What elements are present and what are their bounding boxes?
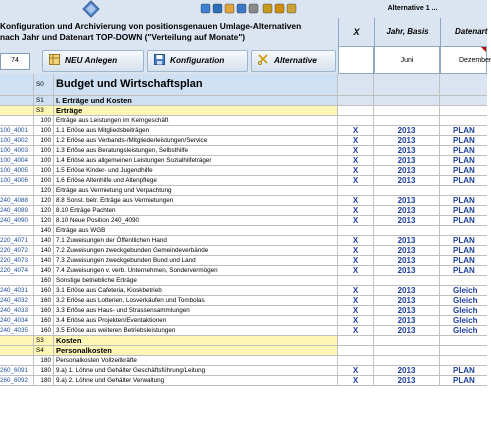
row-datenart[interactable]: Gleich — [453, 306, 478, 315]
row-x-flag[interactable] — [338, 336, 374, 345]
row-label: 1.2 Erlöse aus Verbands-/Mitgliederleistungen/Service — [54, 136, 338, 145]
month-dezember-label: Dezember — [459, 57, 491, 64]
table-row[interactable] — [0, 326, 487, 336]
row-year[interactable] — [374, 346, 440, 355]
month-dezember-cell[interactable] — [440, 46, 491, 74]
row-label: 3.4 Erlöse aus Projekten/Eventaktionen — [54, 316, 338, 325]
neu-anlegen-label: NEU Anlegen — [65, 55, 118, 65]
row-datenart[interactable] — [440, 116, 487, 125]
row-year[interactable] — [374, 336, 440, 345]
row-datenart[interactable]: PLAN — [453, 216, 475, 225]
table-row[interactable] — [0, 236, 487, 246]
row-datenart[interactable]: PLAN — [453, 176, 475, 185]
scissors-icon — [258, 54, 269, 65]
row-label: 8.10 Neue Position 240_4090 — [54, 216, 338, 225]
row-group: 180 — [34, 356, 54, 365]
row-x-flag[interactable] — [338, 74, 374, 95]
row-datenart[interactable]: PLAN — [453, 146, 475, 155]
table-row[interactable] — [0, 216, 487, 226]
row-x-flag[interactable]: X — [338, 176, 374, 185]
row-x-flag[interactable] — [338, 346, 374, 355]
column-header-jahr: Jahr, Basis — [374, 18, 440, 46]
row-datenart[interactable] — [440, 356, 487, 365]
table-row[interactable] — [0, 136, 487, 146]
row-year[interactable] — [374, 226, 440, 235]
row-datenart[interactable]: Gleich — [453, 286, 478, 295]
row-code — [0, 186, 34, 195]
row-x-flag[interactable]: X — [338, 296, 374, 305]
table-row[interactable] — [0, 296, 487, 306]
row-year[interactable]: 2013 — [374, 326, 440, 335]
row-year[interactable] — [374, 74, 440, 95]
row-code: 100_4004 — [0, 156, 34, 165]
row-datenart[interactable]: PLAN — [453, 246, 475, 255]
row-group: 160 — [34, 316, 54, 325]
row-x-flag[interactable]: X — [338, 366, 374, 375]
table-row[interactable] — [0, 376, 487, 386]
row-x-flag[interactable] — [338, 276, 374, 285]
pointer-icon[interactable] — [274, 3, 285, 14]
row-datenart[interactable]: PLAN — [453, 136, 475, 145]
row-label: 1.5 Erlöse Kinder- und Jugendhilfe — [54, 166, 338, 175]
row-year[interactable] — [374, 186, 440, 195]
row-code: 220_4071 — [0, 236, 34, 245]
table-row[interactable] — [0, 186, 487, 196]
row-group: 180 — [34, 366, 54, 375]
row-datenart[interactable]: PLAN — [453, 236, 475, 245]
table-row[interactable] — [0, 286, 487, 296]
row-group: 100 — [34, 166, 54, 175]
table-row[interactable] — [0, 176, 487, 186]
row-label: 3.1 Erlöse aus Cafeteria, Kioskbetrieb — [54, 286, 338, 295]
row-code — [0, 96, 34, 105]
row-label: 8.8 Sonst. betr. Erträge aus Vermietungen — [54, 196, 338, 205]
row-year[interactable]: 2013 — [374, 236, 440, 245]
row-code: 100_4005 — [0, 166, 34, 175]
table-row[interactable] — [0, 346, 487, 356]
row-code: 260_6092 — [0, 376, 34, 385]
row-x-flag[interactable]: X — [338, 266, 374, 275]
row-group: S3 — [34, 106, 54, 115]
row-group: S1 — [34, 96, 54, 105]
row-group: S3 — [34, 336, 54, 345]
row-code: 240_4032 — [0, 296, 34, 305]
row-datenart[interactable]: PLAN — [453, 376, 475, 385]
row-code: 220_4074 — [0, 266, 34, 275]
row-year[interactable]: 2013 — [374, 146, 440, 155]
row-code: 240_4035 — [0, 326, 34, 335]
row-label: Erträge — [54, 106, 338, 115]
table-row[interactable] — [0, 74, 487, 96]
row-year[interactable] — [374, 356, 440, 365]
row-x-flag[interactable]: X — [338, 136, 374, 145]
row-code: 100_4003 — [0, 146, 34, 155]
row-year[interactable] — [374, 96, 440, 105]
month-x-cell — [338, 46, 374, 74]
table-row[interactable] — [0, 126, 487, 136]
row-datenart[interactable]: PLAN — [453, 196, 475, 205]
row-x-flag[interactable] — [338, 96, 374, 105]
row-datenart[interactable] — [440, 226, 487, 235]
grid-icon[interactable] — [200, 3, 211, 14]
row-year[interactable]: 2013 — [374, 266, 440, 275]
row-group: 120 — [34, 216, 54, 225]
konfiguration-label: Konfiguration — [170, 55, 225, 65]
row-year[interactable] — [374, 276, 440, 285]
row-code — [0, 356, 34, 365]
row-group: 100 — [34, 136, 54, 145]
row-x-flag[interactable]: X — [338, 286, 374, 295]
table-row[interactable] — [0, 156, 487, 166]
row-datenart[interactable]: PLAN — [453, 366, 475, 375]
row-label: Erträge aus Vermietung und Verpachtung — [54, 186, 338, 195]
row-datenart[interactable] — [440, 96, 487, 105]
row-year[interactable]: 2013 — [374, 176, 440, 185]
row-year[interactable]: 2013 — [374, 206, 440, 215]
row-label: 1.6 Erlöse Altenhilfe und Altenpflege — [54, 176, 338, 185]
row-year[interactable]: 2013 — [374, 156, 440, 165]
row-datenart[interactable] — [440, 106, 487, 115]
row-x-flag[interactable]: X — [338, 206, 374, 215]
konfiguration-button[interactable] — [147, 50, 248, 72]
row-x-flag[interactable] — [338, 116, 374, 125]
row-datenart[interactable]: PLAN — [453, 266, 475, 275]
neu-anlegen-button[interactable] — [42, 50, 144, 72]
row-label: 1.4 Erlöse aus allgemeinen Leistungen Sozialhilfeträger — [54, 156, 338, 165]
row-x-flag[interactable]: X — [338, 376, 374, 385]
comment-indicator-icon — [481, 47, 486, 52]
row-code: 240_4088 — [0, 196, 34, 205]
table-row[interactable] — [0, 356, 487, 366]
row-datenart[interactable]: Gleich — [453, 326, 478, 335]
row-datenart[interactable]: Gleich — [453, 316, 478, 325]
row-year[interactable]: 2013 — [374, 246, 440, 255]
row-label: Budget und Wirtschaftsplan — [54, 74, 338, 95]
row-datenart[interactable] — [440, 346, 487, 355]
button-row — [0, 46, 338, 74]
row-group: S4 — [34, 346, 54, 355]
row-year[interactable]: 2013 — [374, 256, 440, 265]
chart-icon[interactable] — [224, 3, 235, 14]
row-x-flag[interactable]: X — [338, 256, 374, 265]
row-year[interactable]: 2013 — [374, 316, 440, 325]
row-label: 3.3 Erlöse aus Haus- und Strassensammlungen — [54, 306, 338, 315]
table-row[interactable] — [0, 246, 487, 256]
column-header-datenart: Datenart — [440, 18, 487, 46]
row-code — [0, 346, 34, 355]
row-code: 100_4002 — [0, 136, 34, 145]
row-x-flag[interactable]: X — [338, 236, 374, 245]
alternative-label: Alternative — [274, 55, 317, 65]
row-label: 7.2 Zuweisungen zweckgebunden Gemeindeverbände — [54, 246, 338, 255]
table-row[interactable] — [0, 206, 487, 216]
table-row[interactable] — [0, 116, 487, 126]
row-x-flag[interactable]: X — [338, 216, 374, 225]
table-row[interactable] — [0, 266, 487, 276]
row-code: 240_4090 — [0, 216, 34, 225]
row-x-flag[interactable]: X — [338, 196, 374, 205]
row-label: 8.10 Erträge Pachten — [54, 206, 338, 215]
filter-icon[interactable] — [262, 3, 273, 14]
row-year[interactable] — [374, 116, 440, 125]
row-label: 7.4 Zuweisungen v. verb. Unternehmen, Sondervermögen — [54, 266, 338, 275]
row-group: 140 — [34, 246, 54, 255]
row-datenart[interactable]: PLAN — [453, 166, 475, 175]
row-group: 160 — [34, 276, 54, 285]
row-label: Kosten — [54, 336, 338, 345]
row-x-flag[interactable]: X — [338, 306, 374, 315]
row-group: 160 — [34, 296, 54, 305]
row-group: 140 — [34, 266, 54, 275]
toolbar — [0, 0, 338, 18]
row-year[interactable] — [374, 106, 440, 115]
row-code — [0, 276, 34, 285]
row-datenart[interactable] — [440, 336, 487, 345]
row-label: 3.5 Erlöse aus weiteren Betriebsleistungen — [54, 326, 338, 335]
table-row[interactable] — [0, 196, 487, 206]
row-datenart[interactable]: Gleich — [453, 296, 478, 305]
row-code: 100_4001 — [0, 126, 34, 135]
data-grid — [0, 74, 487, 442]
row-x-flag[interactable] — [338, 356, 374, 365]
table-row[interactable] — [0, 146, 487, 156]
row-label: Erträge aus WGB — [54, 226, 338, 235]
row-group: 100 — [34, 176, 54, 185]
table-icon — [49, 54, 60, 65]
row-group: 120 — [34, 206, 54, 215]
table-row[interactable] — [0, 106, 487, 116]
row-group: 100 — [34, 146, 54, 155]
title-line-1: Konfiguration und Archivierung von positionsgenauen Umlage-Alternativen — [0, 21, 302, 31]
row-x-flag[interactable]: X — [338, 166, 374, 175]
row-x-flag[interactable]: X — [338, 126, 374, 135]
row-code: 240_4034 — [0, 316, 34, 325]
table-row[interactable] — [0, 336, 487, 346]
row-year[interactable]: 2013 — [374, 166, 440, 175]
row-year[interactable]: 2013 — [374, 296, 440, 305]
row-year[interactable]: 2013 — [374, 366, 440, 375]
row-code — [0, 106, 34, 115]
row-label: Personalkosten Vollzeitkräfte — [54, 356, 338, 365]
row-x-flag[interactable]: X — [338, 156, 374, 165]
save-icon — [154, 54, 165, 65]
row-code — [0, 116, 34, 125]
row-group: 120 — [34, 186, 54, 195]
row-label: 7.3 Zuweisungen zweckgebunden Bund und Land — [54, 256, 338, 265]
row-datenart[interactable]: PLAN — [453, 256, 475, 265]
diamond-icon[interactable] — [82, 0, 100, 18]
row-code: 220_4072 — [0, 246, 34, 255]
row-year[interactable]: 2013 — [374, 286, 440, 295]
table-row[interactable] — [0, 316, 487, 326]
row-group: 140 — [34, 256, 54, 265]
row-code: 240_4033 — [0, 306, 34, 315]
row-year[interactable]: 2013 — [374, 216, 440, 225]
lock-icon[interactable] — [286, 3, 297, 14]
row-code — [0, 226, 34, 235]
row-x-flag[interactable] — [338, 226, 374, 235]
row-code: 260_6091 — [0, 366, 34, 375]
row-group: 100 — [34, 116, 54, 125]
row-datenart[interactable] — [440, 74, 487, 95]
row-x-flag[interactable] — [338, 186, 374, 195]
row-label: 1.3 Erlöse aus Beratungsleistungen, Selbsthilfe — [54, 146, 338, 155]
row-code: 240_4031 — [0, 286, 34, 295]
row-label: Sonstige betriebliche Erträge — [54, 276, 338, 285]
table-icon[interactable] — [212, 3, 223, 14]
row-label: 7.1 Zuweisungen der Öffentlichen Hand — [54, 236, 338, 245]
row-code: 240_4089 — [0, 206, 34, 215]
table-row[interactable] — [0, 226, 487, 236]
alternative-button[interactable] — [251, 50, 336, 72]
row-code — [0, 74, 34, 95]
row-year[interactable]: 2013 — [374, 376, 440, 385]
cursor-icon[interactable] — [248, 3, 259, 14]
row-group: 100 — [34, 156, 54, 165]
column-header-x: X — [338, 18, 374, 46]
number-input[interactable]: 74 — [0, 53, 30, 70]
alternative-header: Alternative 1 ... — [338, 0, 487, 18]
row-group: 160 — [34, 306, 54, 315]
page-title — [0, 18, 338, 46]
row-group: 120 — [34, 196, 54, 205]
table-row[interactable] — [0, 366, 487, 376]
row-label: 9.a) 1. Löhne und Gehälter Geschäftsführung/Leitung — [54, 366, 338, 375]
row-label: 9.a) 2. Löhne und Gehälter Verwaltung — [54, 376, 338, 385]
table-row[interactable] — [0, 276, 487, 286]
row-group: 180 — [34, 376, 54, 385]
sheets-icon[interactable] — [236, 3, 247, 14]
row-datenart[interactable] — [440, 276, 487, 285]
row-label: 3.2 Erlöse aus Lotterien, Losverkäufen und Tombolas — [54, 296, 338, 305]
row-group: 100 — [34, 126, 54, 135]
row-group: S0 — [34, 74, 54, 95]
row-label: Personalkosten — [54, 346, 338, 355]
row-year[interactable]: 2013 — [374, 196, 440, 205]
month-juni-cell[interactable]: Juni — [374, 46, 440, 74]
row-year[interactable]: 2013 — [374, 136, 440, 145]
row-label: I. Erträge und Kosten — [54, 96, 338, 105]
table-row[interactable] — [0, 256, 487, 266]
row-code: 220_4073 — [0, 256, 34, 265]
row-x-flag[interactable]: X — [338, 246, 374, 255]
table-row[interactable] — [0, 96, 487, 106]
title-line-2: nach Jahr und Datenart TOP-DOWN ("Verteilung auf Monate") — [0, 32, 246, 42]
row-group: 140 — [34, 236, 54, 245]
row-x-flag[interactable]: X — [338, 146, 374, 155]
row-datenart[interactable]: PLAN — [453, 156, 475, 165]
row-group: 140 — [34, 226, 54, 235]
row-group: 160 — [34, 286, 54, 295]
row-x-flag[interactable]: X — [338, 326, 374, 335]
row-datenart[interactable]: PLAN — [453, 206, 475, 215]
row-group: 160 — [34, 326, 54, 335]
row-code — [0, 336, 34, 345]
row-x-flag[interactable] — [338, 106, 374, 115]
row-label: Erträge aus Leistungen im Kerngeschäft — [54, 116, 338, 125]
row-x-flag[interactable]: X — [338, 316, 374, 325]
row-code: 100_4006 — [0, 176, 34, 185]
row-year[interactable]: 2013 — [374, 126, 440, 135]
table-row[interactable] — [0, 166, 487, 176]
row-datenart[interactable]: PLAN — [453, 126, 475, 135]
row-datenart[interactable] — [440, 186, 487, 195]
table-row[interactable] — [0, 306, 487, 316]
row-year[interactable]: 2013 — [374, 306, 440, 315]
row-label: 1.1 Erlöse aus Mitgliedsbeiträgen — [54, 126, 338, 135]
